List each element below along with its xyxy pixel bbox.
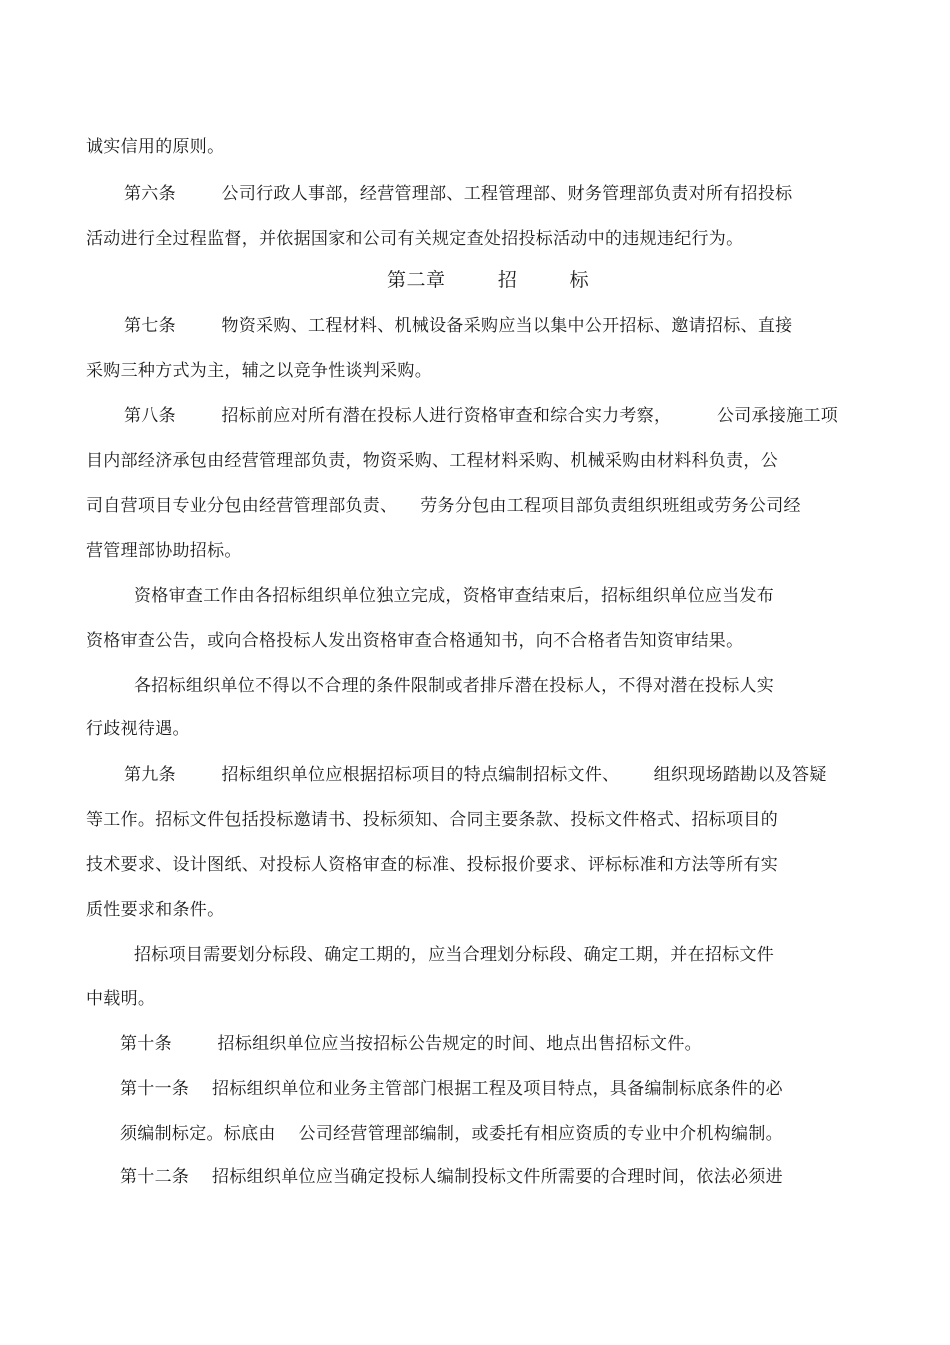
article-8-line-3: 司自营项目专业分包由经营管理部负责、 劳务分包由工程项目部负责组织班组或劳务公司经 bbox=[86, 496, 801, 516]
text-line: 诚实信用的原则。 bbox=[86, 137, 225, 157]
article-7-line-1: 第七条 物资采购、工程材料、机械设备采购应当以集中公开招标、邀请招标、直接 bbox=[124, 316, 793, 336]
article-9-line-3: 技术要求、设计图纸、对投标人资格审查的标准、投标报价要求、评标标准和方法等所有实 bbox=[86, 855, 778, 875]
paragraph-sections-line-2: 中载明。 bbox=[86, 989, 156, 1009]
article-9-line-4: 质性要求和条件。 bbox=[86, 900, 225, 920]
paragraph-sections-line-1: 招标项目需要划分标段、确定工期的，应当合理划分标段、确定工期，并在招标文件 bbox=[134, 945, 775, 965]
article-11-line-2: 须编制标定。标底由 公司经营管理部编制，或委托有相应资质的专业中介机构编制。 bbox=[120, 1124, 783, 1144]
article-9-line-2: 等工作。招标文件包括投标邀请书、投标须知、合同主要条款、投标文件格式、招标项目的 bbox=[86, 810, 778, 830]
article-12-line-1: 第十二条 招标组织单位应当确定投标人编制投标文件所需要的合理时间，依法必须进 bbox=[120, 1167, 783, 1187]
paragraph-qualification-line-2: 资格审查公告，或向合格投标人发出资格审查合格通知书，向不合格者告知资审结果。 bbox=[86, 631, 744, 651]
paragraph-restriction-line-2: 行歧视待遇。 bbox=[86, 719, 190, 739]
article-8-line-1: 第八条 招标前应对所有潜在投标人进行资格审查和综合实力考察， 公司承接施工项 bbox=[124, 406, 839, 426]
article-6-line-2: 活动进行全过程监督，并依据国家和公司有关规定查处招投标活动中的违规违纪行为。 bbox=[86, 229, 744, 249]
article-9-line-1: 第九条 招标组织单位应根据招标项目的特点编制招标文件、 组织现场踏勘以及答疑 bbox=[124, 765, 827, 785]
paragraph-qualification-line-1: 资格审查工作由各招标组织单位独立完成，资格审查结束后，招标组织单位应当发布 bbox=[134, 586, 775, 606]
article-10-line-1: 第十条 招标组织单位应当按招标公告规定的时间、地点出售招标文件。 bbox=[120, 1034, 702, 1054]
article-8-line-4: 营管理部协助招标。 bbox=[86, 541, 242, 561]
chapter-heading: 第二章 招 标 bbox=[387, 269, 590, 291]
article-8-line-2: 目内部经济承包由经营管理部负责，物资采购、工程材料采购、机械采购由材料科负责，公 bbox=[86, 451, 778, 471]
paragraph-restriction-line-1: 各招标组织单位不得以不合理的条件限制或者排斥潜在投标人，不得对潜在投标人实 bbox=[134, 676, 775, 696]
article-6-line-1: 第六条 公司行政人事部，经营管理部、工程管理部、财务管理部负责对所有招投标 bbox=[124, 184, 793, 204]
article-11-line-1: 第十一条 招标组织单位和业务主管部门根据工程及项目特点，具备编制标底条件的必 bbox=[120, 1079, 783, 1099]
article-7-line-2: 采购三种方式为主，辅之以竞争性谈判采购。 bbox=[86, 361, 432, 381]
